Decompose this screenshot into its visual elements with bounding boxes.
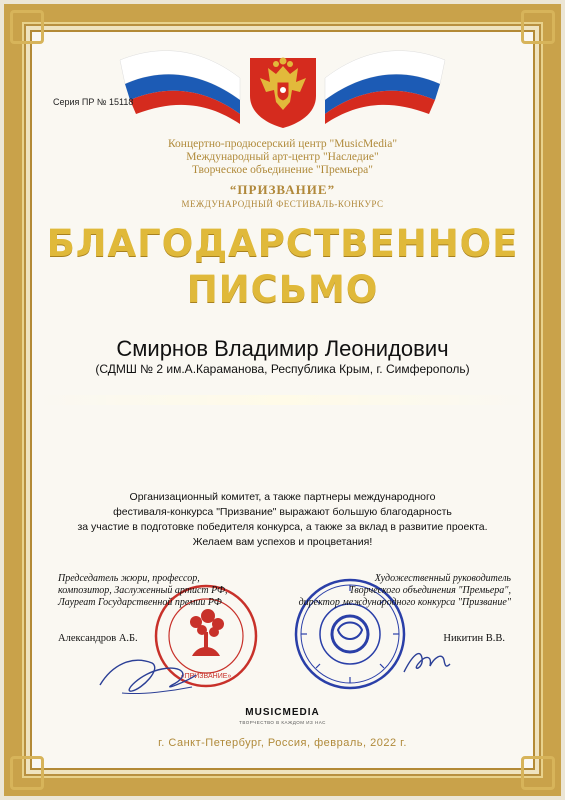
role-line: Художественный руководитель [374,573,511,584]
body-line: за участие в подготовке победителя конкурса, а также за вклад в развитие проекта. [77,521,488,533]
left-signatory-name: Александров А.Б. [58,633,138,644]
festival-subtitle: МЕЖДУНАРОДНЫЙ ФЕСТИВАЛЬ-КОНКУРС [181,199,384,209]
body-line: Организационный комитет, а также партнеры международного [129,491,436,503]
role-line: директор международного конкурса "Призвание" [298,597,511,608]
role-line: композитор, Заслуженный артист РФ, [58,585,228,596]
left-stamp-text: «ПРИЗВАНИЕ» [180,673,232,680]
right-signatory-name: Никитин В.В. [443,633,505,644]
gratitude-text [40,490,525,550]
organizer-line: Международный арт-центр "Наследие" [186,151,379,163]
festival-name: “ПРИЗВАНИЕ” [229,182,336,197]
left-signatory-role [58,573,228,609]
body-line: фестиваля-конкурса "Призвание" выражают большую благодарность [113,506,452,518]
document-title-line1: БЛАГОДАРСТВЕННОЕ [46,222,519,265]
organizer-line: Концертно-продюсерский центр "MusicMedia" [167,138,398,150]
role-line: Председатель жюри, профессор, [58,573,200,584]
serial-number: Серия ПР № 15118 [53,97,134,107]
document-title-line2: ПИСЬМО [186,268,379,311]
russian-coat-of-arms-icon [246,52,320,128]
right-signatory-role [299,573,511,609]
left-signature-icon [92,645,202,700]
city-date: г. Санкт-Петербург, Россия, февраль, 2022 г. [158,737,407,749]
light-streak-decoration [30,395,535,405]
right-signature-icon [398,638,458,678]
role-line: Творческого объединения "Премьера", [349,585,511,596]
organizer-line: Творческое объединение "Премьера" [192,164,373,176]
logo-tagline: ТВОРЧЕСТВО В КАЖДОМ ИЗ НАС [239,720,326,725]
role-line: Лауреат Государственной премии РФ [58,597,222,608]
recipient-name: Смирнов Владимир Леонидович [116,336,449,361]
body-line: Желаем вам успехов и процветания! [192,536,373,548]
recipient-school: (СДМШ № 2 им.А.Караманова, Республика Крым, г. Симферополь) [95,362,470,376]
frame-corner-ornament [521,756,555,790]
frame-corner-ornament [10,756,44,790]
musicmedia-logo: MUSICMEDIA [245,707,320,718]
